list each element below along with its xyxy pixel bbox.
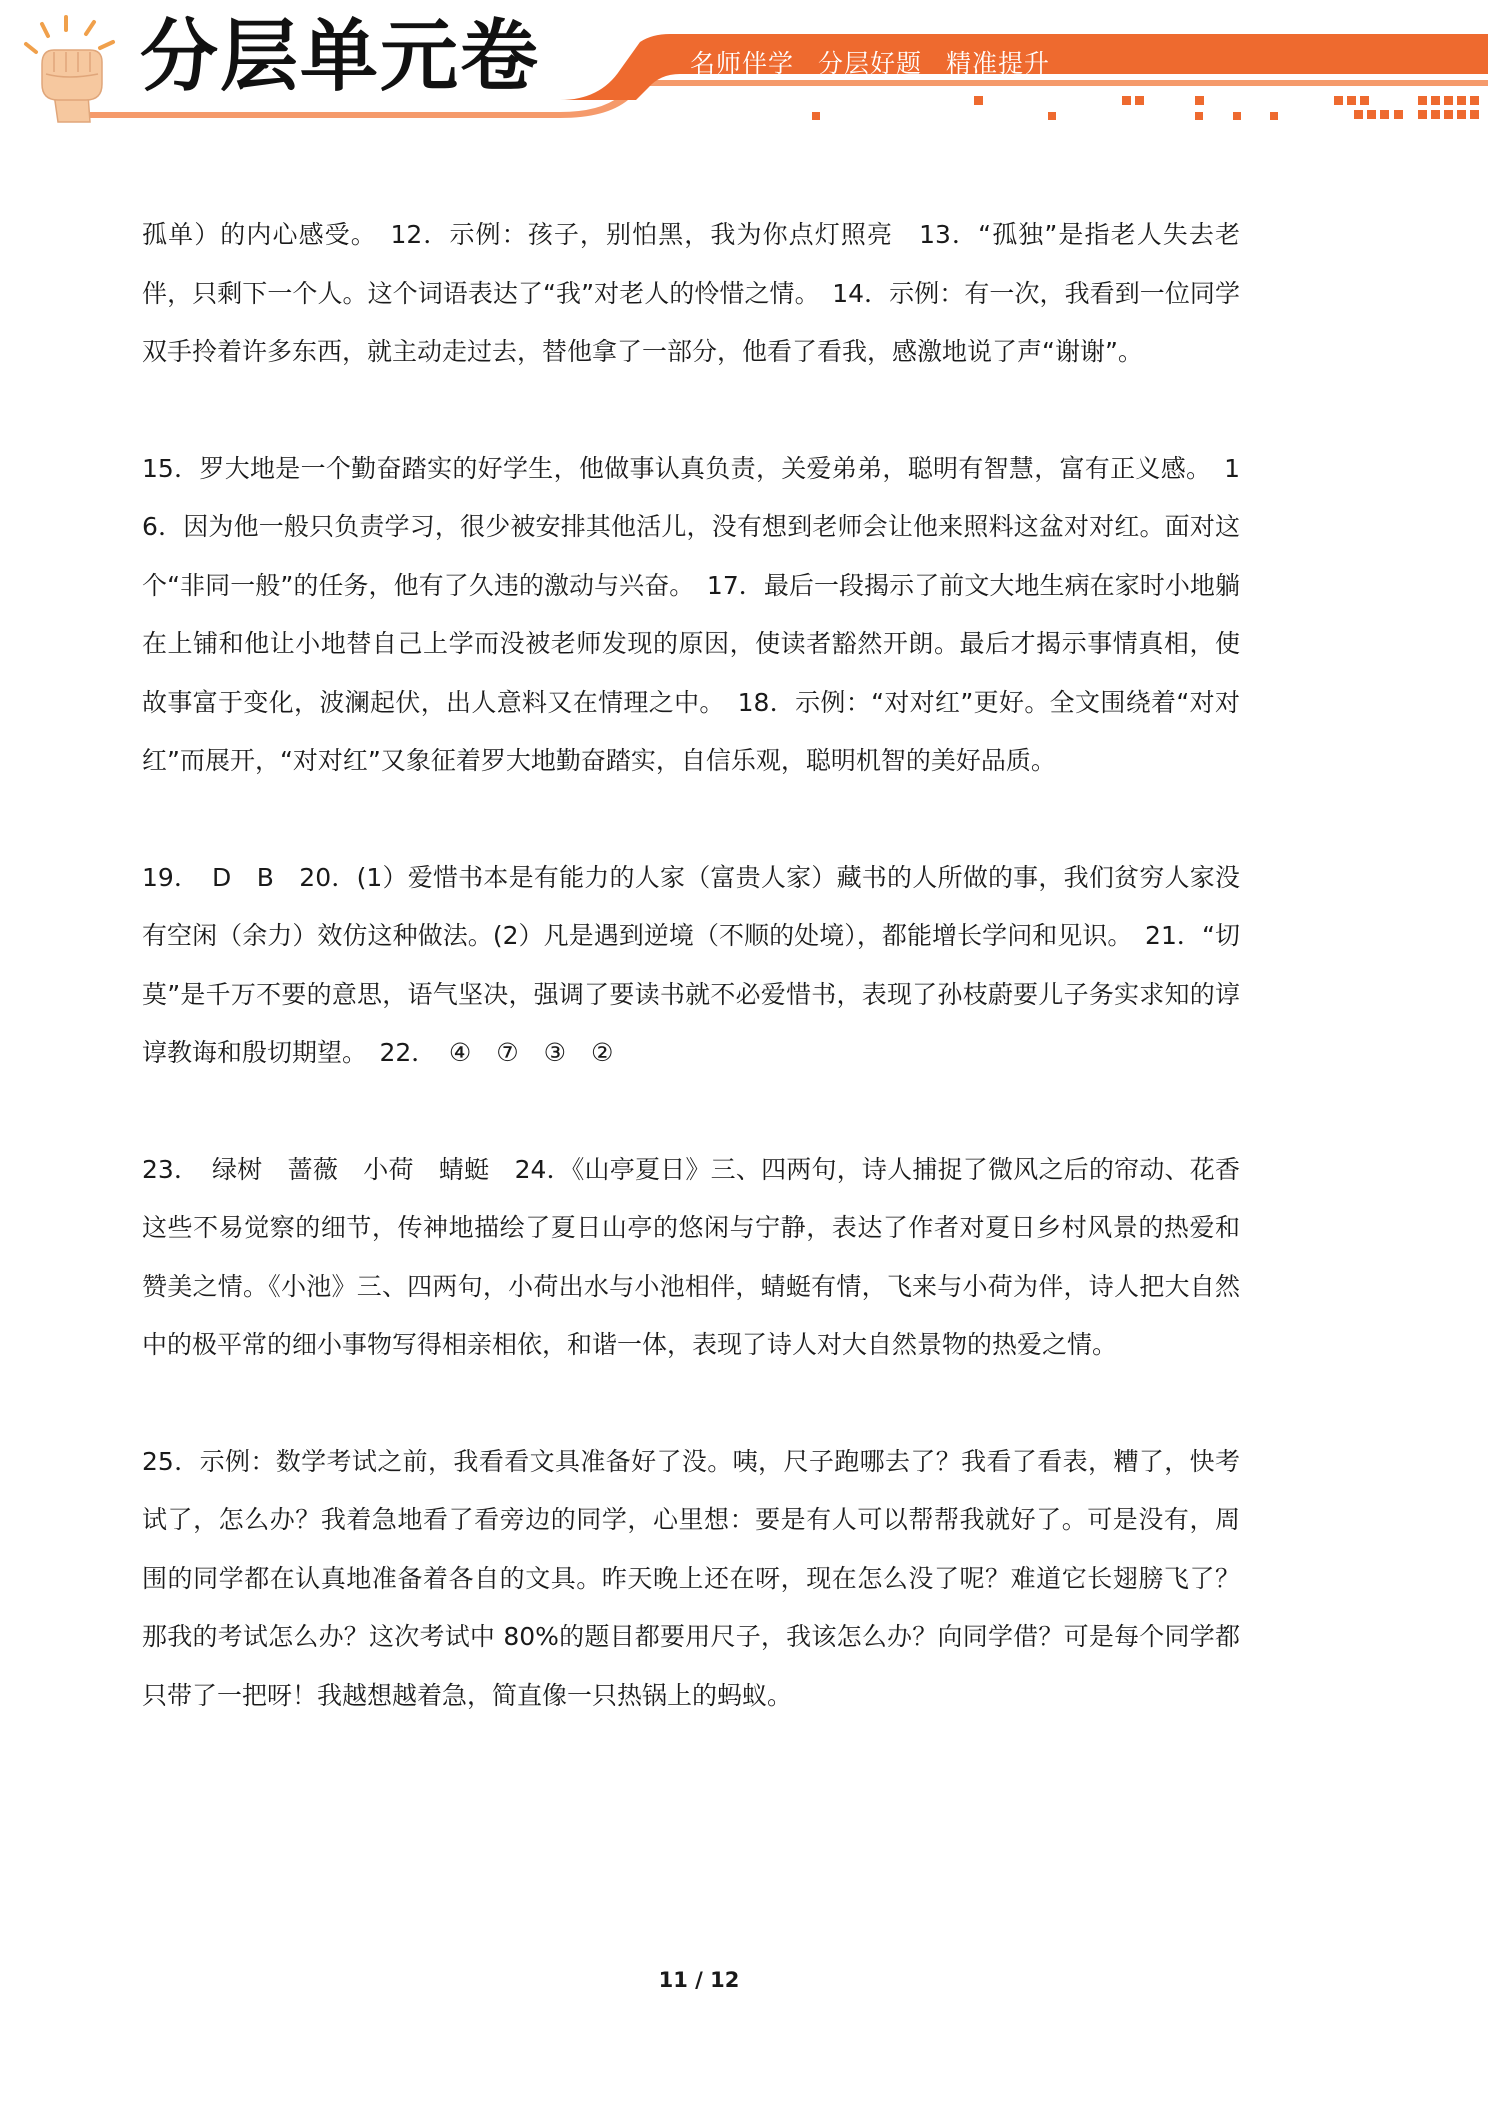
slogan-item: 名师伴学: [690, 49, 795, 78]
page-header: [0, 0, 1488, 130]
brand-title: 分层单元卷: [140, 12, 541, 102]
raised-fist-icon: [18, 14, 128, 124]
answer-paragraph: 孤单）的内心感受。 12．示例：孩子，别怕黑，我为你点灯照亮 13．“孤独”是指老人失去老伴，只剩下一个人。这个词语表达了“我”对老人的怜惜之情。 14．示例：有一次，我看到一位同学双手拎着许多东西，就主动走过去，替他拿了一部分，他看了看我，感激地说了声“谢谢”。: [142, 220, 1240, 366]
answer-paragraph: 23． 绿树 蔷薇 小荷 蜻蜓 24．《山亭夏日》三、四两句，诗人捕捉了微风之后的帘动、花香这些不易觉察的细节，传神地描绘了夏日山亭的悠闲与宁静，表达了作者对夏日乡村风景的热爱和赞美之情。《小池》三、四两句，小荷出水与小池相伴，蜻蜓有情，飞来与小荷为伴，诗人把大自然中的极平常的细小事物写得相亲相依，和谐一体，表现了诗人对大自然景物的热爱之情。: [142, 1154, 1240, 1359]
slogan-item: 分层好题: [818, 49, 923, 78]
answer-paragraph: 25．示例：数学考试之前，我看看文具准备好了没。咦，尺子跑哪去了？我看了看表，糟了，快考试了，怎么办？我着急地看了看旁边的同学，心里想：要是有人可以帮帮我就好了。可是没有，周围的同学都在认真地准备着各自的文具。昨天晚上还在呀，现在怎么没了呢？难道它长翅膀飞了？那我的考试怎么办？这次考试中 80%的题目都要用尺子，我该怎么办？向同学借？可是每个同学都只带了一把呀！我越想越着急，简直像一只热锅上的蚂蚁。: [142, 1446, 1240, 1710]
header-slogan: [690, 44, 1074, 80]
slogan-item: 精准提升: [946, 49, 1051, 78]
answer-paragraph: 19． D B 20．(1）爱惜书本是有能力的人家（富贵人家）藏书的人所做的事，我们贫穷人家没有空闲（余力）效仿这种做法。(2）凡是遇到逆境（不顺的处境），都能增长学问和见识。 21．“切莫”是千万不要的意思，语气坚决，强调了要读书就不必爱惜书，表现了孙枝蔚要儿子务实求知的谆谆教诲和殷切期望。 22． ④ ⑦ ③ ②: [142, 862, 1240, 1067]
page-number: 11 / 12: [658, 1968, 740, 1992]
answer-paragraph: 15．罗大地是一个勤奋踏实的好学生，他做事认真负责，关爱弟弟，聪明有智慧，富有正义感。 16．因为他一般只负责学习，很少被安排其他活儿，没有想到老师会让他来照料这盆对对红。面对这个“非同一般”的任务，他有了久违的激动与兴奋。 17．最后一段揭示了前文大地生病在家时小地躺在上铺和他让小地替自己上学而没被老师发现的原因，使读者豁然开朗。最后才揭示事情真相，使故事富于变化，波澜起伏，出人意料又在情理之中。 18．示例：“对对红”更好。全文围绕着“对对红”而展开，“对对红”又象征着罗大地勤奋踏实，自信乐观，聪明机智的美好品质。: [142, 453, 1240, 775]
answer-content: [142, 206, 1240, 1725]
